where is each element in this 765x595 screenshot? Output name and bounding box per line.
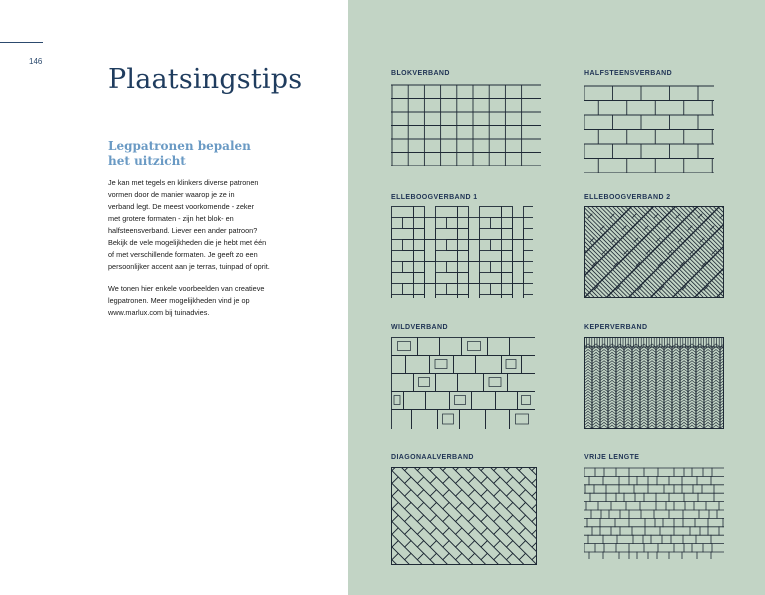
body-line: vormen door de manier waarop je ze in [108,190,235,199]
herringbone-pattern [584,206,724,298]
examples-paragraph [108,283,308,319]
chevron-pattern [584,337,724,429]
body-line: verband legt. De meest voorkomende - zeker [108,202,255,211]
subtitle-line: het uitzicht [108,154,186,168]
left-page [0,0,348,595]
diagonal-bond-pattern [391,467,537,565]
pattern-label-elleboogverband-2: ELLEBOOGVERBAND 2 [584,194,671,201]
pattern-label-keperverband: KEPERVERBAND [584,324,648,331]
running-bond-pattern [584,85,714,173]
pattern-label-vrije-lengte: VRIJE LENGTE [584,454,640,461]
basketweave-pattern [391,206,533,298]
pattern-label-wildverband: WILDVERBAND [391,324,448,331]
body-line: of met verschillende formaten. Je geeft zo een [108,250,258,259]
block-grid-pattern [391,84,541,166]
body-line: Je kan met tegels en klinkers diverse patronen [108,178,259,187]
body-line: legpatronen. Meer mogelijkheden vind je op [108,296,250,305]
body-line: persoonlijker accent aan je terras, tuinpad of oprit. [108,262,270,271]
pattern-label-diagonaalverband: DIAGONAALVERBAND [391,454,474,461]
intro-paragraph [108,177,308,273]
section-subtitle [108,139,308,169]
random-bond-pattern [391,337,535,429]
free-length-pattern [584,467,724,559]
pattern-label-blokverband: BLOKVERBAND [391,70,450,77]
body-line: We tonen hier enkele voorbeelden van creatieve [108,284,265,293]
body-line: met grotere formaten - zijn het blok- en [108,214,234,223]
subtitle-line: Legpatronen bepalen [108,139,251,153]
page-number: 146 [29,57,43,66]
body-line: Bekijk de vele mogelijkheden die je hebt met één [108,238,267,247]
pattern-label-elleboogverband-1: ELLEBOOGVERBAND 1 [391,194,478,201]
page-title: Plaatsingstips [108,64,303,95]
pattern-label-halfsteensverband: HALFSTEENSVERBAND [584,70,673,77]
header-rule [0,42,43,43]
body-line: www.marlux.com bij tuinadvies. [108,308,210,317]
body-line: halfsteensverband. Liever een ander patroon? [108,226,258,235]
